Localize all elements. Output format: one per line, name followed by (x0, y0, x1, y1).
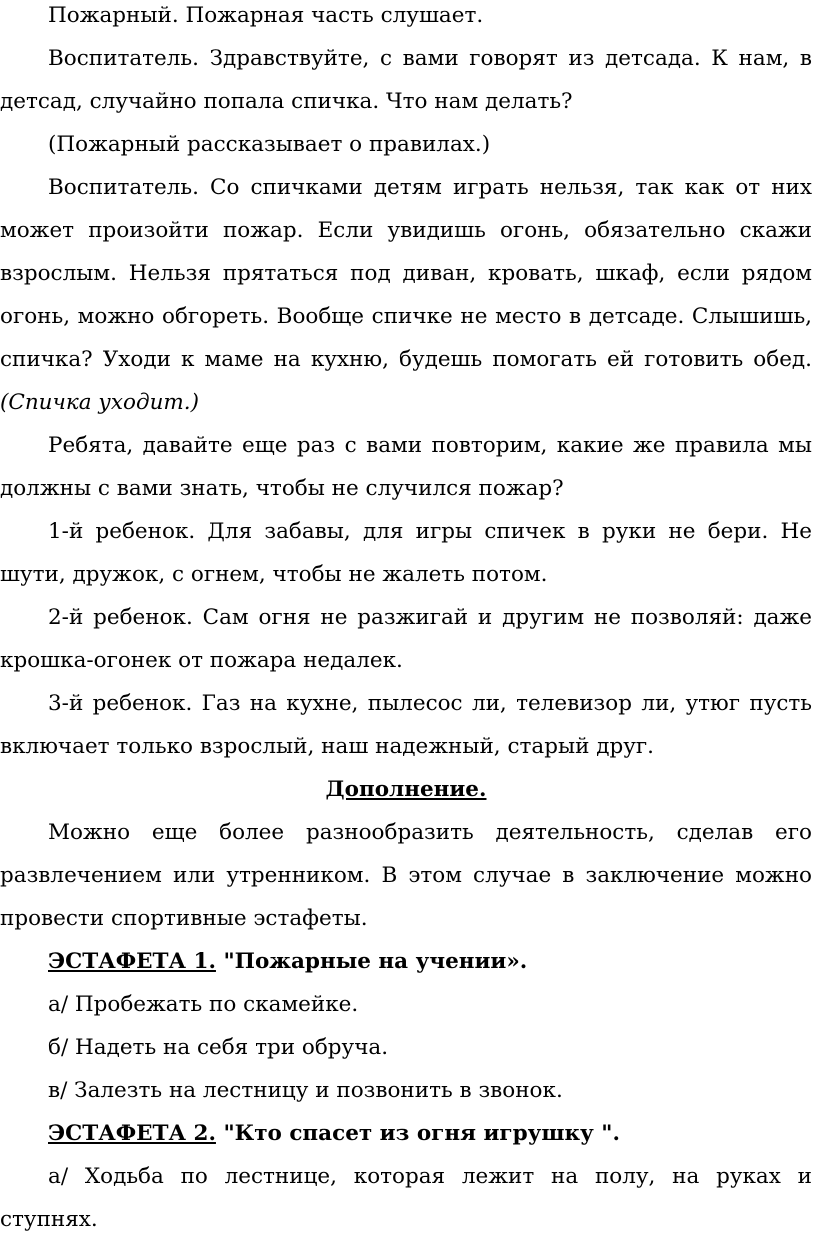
relay-2-item: а/ Ходьба по лестнице, которая лежит на полу, на руках и ступнях. (0, 1164, 812, 1232)
child-1-verse: 1-й ребенок. Для забавы, для игры спичек в руки не бери. Не шути, дружок, с огнем, чтобы не жалеть потом. (0, 519, 812, 587)
stage-direction-match-leaves: (Спичка уходит.) (0, 390, 200, 415)
relay-1-heading (0, 940, 812, 983)
child-2-verse: 2-й ребенок. Сам огня не разжигай и другим не позволяй: даже крошка-огонек от пожара недалек. (0, 605, 812, 673)
relay-2-title: "Кто спасет из огня игрушку ". (215, 1121, 620, 1146)
dialogue-firefighter: Пожарный. Пожарная часть слушает. (48, 3, 484, 28)
relay-1-item: а/ Пробежать по скамейке. (48, 992, 359, 1017)
dialogue-teacher-call: Воспитатель. Здравствуйте, с вами говорят из детсада. К нам, в детсад, случайно попала спичка. Что нам делать? (0, 46, 812, 114)
relay-1-label: ЭСТАФЕТА 1. (48, 949, 216, 974)
child-3-verse: 3-й ребенок. Газ на кухне, пылесос ли, телевизор ли, утюг пусть включает только взрослый, наш надежный, старый друг. (0, 691, 812, 759)
addition-text: Можно еще более разнообразить деятельность, сделав его развлечением или утренником. В этом случае в заключение можно провести спортивные эстафеты. (0, 820, 812, 931)
teacher-question: Ребята, давайте еще раз с вами повторим, какие же правила мы должны с вами знать, чтобы не случился пожар? (0, 433, 812, 501)
relay-1-item: в/ Залезть на лестницу и позвонить в звонок. (48, 1078, 563, 1103)
relay-1-item: б/ Надеть на себя три обруча. (48, 1035, 389, 1060)
teacher-rules-text: Воспитатель. Со спичками детям играть нельзя, так как от них может произойти пожар. Если увидишь огонь, обязательно скажи взрослым. Нельзя прятаться под диван, кровать, шкаф, если рядом огонь, можно обгореть. Вообще спичке не место в детсаде. Слышишь, спичка? Уходи к маме на кухню, будешь помогать ей готовить обед. (0, 175, 812, 372)
relay-1-title: "Пожарные на учении». (215, 949, 528, 974)
relay-2-heading (0, 1112, 812, 1155)
addition-heading: Дополнение. (325, 777, 487, 802)
dialogue-teacher-rules (0, 166, 812, 424)
stage-direction-rules: (Пожарный рассказывает о правилах.) (48, 132, 491, 157)
relay-2-label: ЭСТАФЕТА 2. (48, 1121, 216, 1146)
